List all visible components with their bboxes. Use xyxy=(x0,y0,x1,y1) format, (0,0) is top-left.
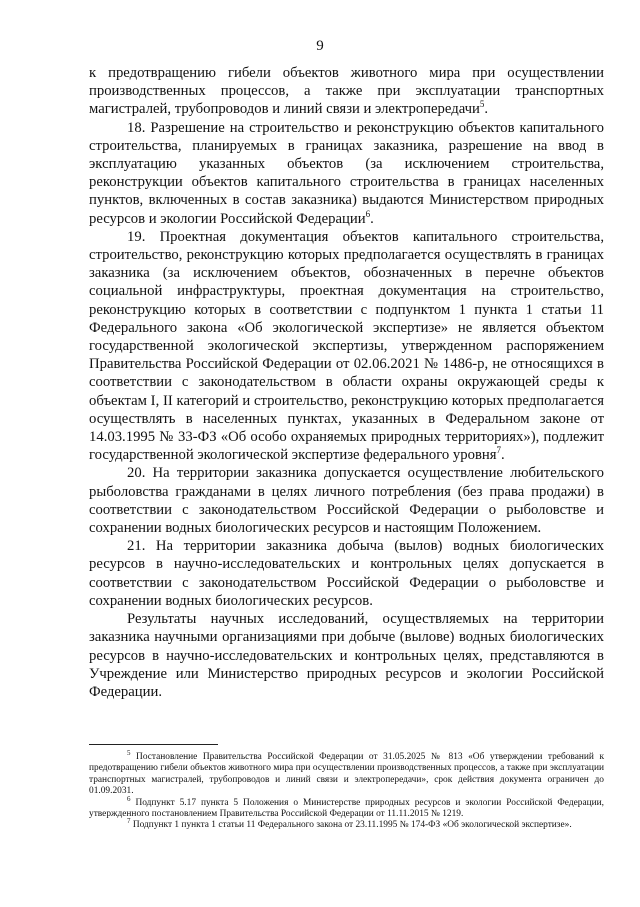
footnote-6 xyxy=(89,794,605,821)
footnote-text: Подпункт 1 пункта 1 статьи 11 Федерального закона от 23.11.1995 № 174-ФЗ «Об экологической экспертизе». xyxy=(132,820,572,831)
footnote-7 xyxy=(89,817,604,831)
paragraph-continuation xyxy=(89,64,604,119)
paragraph-text: Результаты научных исследований, осуществляемых на территории заказника научными организациями при добыче (вылове) водных биологических ресурсов в научно-исследовательских и контрольных целях, представляются в Учреждение или Министерство природных ресурсов и экологии Российской Федерации. xyxy=(89,611,604,700)
footnote-number: 5 xyxy=(127,748,131,757)
footnote-text: Подпункт 5.17 пункта 5 Положения о Министерстве природных ресурсов и экологии Российской Федерации, утвержденного постановлением Правительства Российской Федерации от 11.11.2015 № 1219. xyxy=(89,797,605,820)
paragraph-text: к предотвращению гибели объектов животного мира при осуществлении производственных процессов, а также при эксплуатации транспортных магистралей, трубопроводов и линий связи и электропередачи xyxy=(89,65,604,118)
paragraph-tail: . xyxy=(370,210,374,227)
footnote-number: 6 xyxy=(127,794,131,803)
paragraph-text: 21. На территории заказника добыча (вылов) водных биологических ресурсов в научно-исследовательских и контрольных целях допускается в соответствии с законодательством Российской Федерации о рыболовстве и сохранении водных биологических ресурсов. xyxy=(89,538,604,609)
paragraph-tail: . xyxy=(484,101,489,118)
paragraph-21 xyxy=(89,537,604,610)
footnote-text: Постановление Правительства Российской Федерации от 31.05.2025 № 813 «Об утверждении требований к предотвращению гибели объектов животного мира при осуществлении производственных процессов, а также при эксплуатации транспортных магистралей, трубопроводов и линий связи и электропередачи», срок действия документа ограничен до 01.09.2031. xyxy=(89,752,605,797)
footnote-5 xyxy=(89,748,605,798)
paragraph-text: 19. Проектная документация объектов капитального строительства, строительство, реконструкцию которых предполагается осуществлять в границах заказника (за исключением объектов, обозначенных в перечне объектов социальной инфраструктуры, проектная документация на строительство, реконструкцию которых в соответствии с подпунктом 1 пункта 1 статьи 11 Федерального закона «Об экологической экспертизе» не является объектом государственной экологической экспертизы, утвержденном распоряжением Правительства Российской Федерации от 02.06.2021 № 1486-р, не относящихся в соответствии с законодательством в области охраны окружающей среды к объектам I, II категорий и строительство, реконструкцию которых предполагается осуществлять в населенных пунктах, указанных в Федеральном законе от 14.03.1995 № 33-ФЗ «Об особо охраняемых природных территориях»), подлежит государственной экологической экспертизе федерального уровня xyxy=(89,228,604,464)
footnote-divider xyxy=(89,744,218,745)
footnote-number: 7 xyxy=(127,817,131,826)
footnotes xyxy=(89,748,605,832)
paragraph-text: 18. Разрешение на строительство и реконструкцию объектов капитального строительства, планируемых в границах заказника, разрешение на ввод в эксплуатацию указанных объектов (за исключением строительства, реконструкции объектов капитального строительства в границах населенных пунктов, включенных в состав заказника) выдаются Министерством природных ресурсов и экологии Российской Федерации xyxy=(89,119,604,227)
document-body xyxy=(89,64,604,701)
paragraph-19 xyxy=(89,228,604,465)
paragraph-text: 20. На территории заказника допускается осуществление любительского рыболовства гражданами в целях личного потребления (без права продажи) в соответствии с законодательством Российской Федерации о рыболовстве и сохранении водных биологических ресурсов и настоящим Положением. xyxy=(89,465,604,537)
paragraph-20 xyxy=(89,464,604,537)
paragraph-results xyxy=(89,610,604,701)
paragraph-tail: . xyxy=(501,447,505,464)
page-number: 9 xyxy=(316,38,324,54)
footnote-ref[interactable]: 5 xyxy=(479,99,485,110)
paragraph-18 xyxy=(89,119,604,228)
footnote-ref[interactable]: 6 xyxy=(365,208,371,219)
footnote-ref[interactable]: 7 xyxy=(496,445,502,456)
